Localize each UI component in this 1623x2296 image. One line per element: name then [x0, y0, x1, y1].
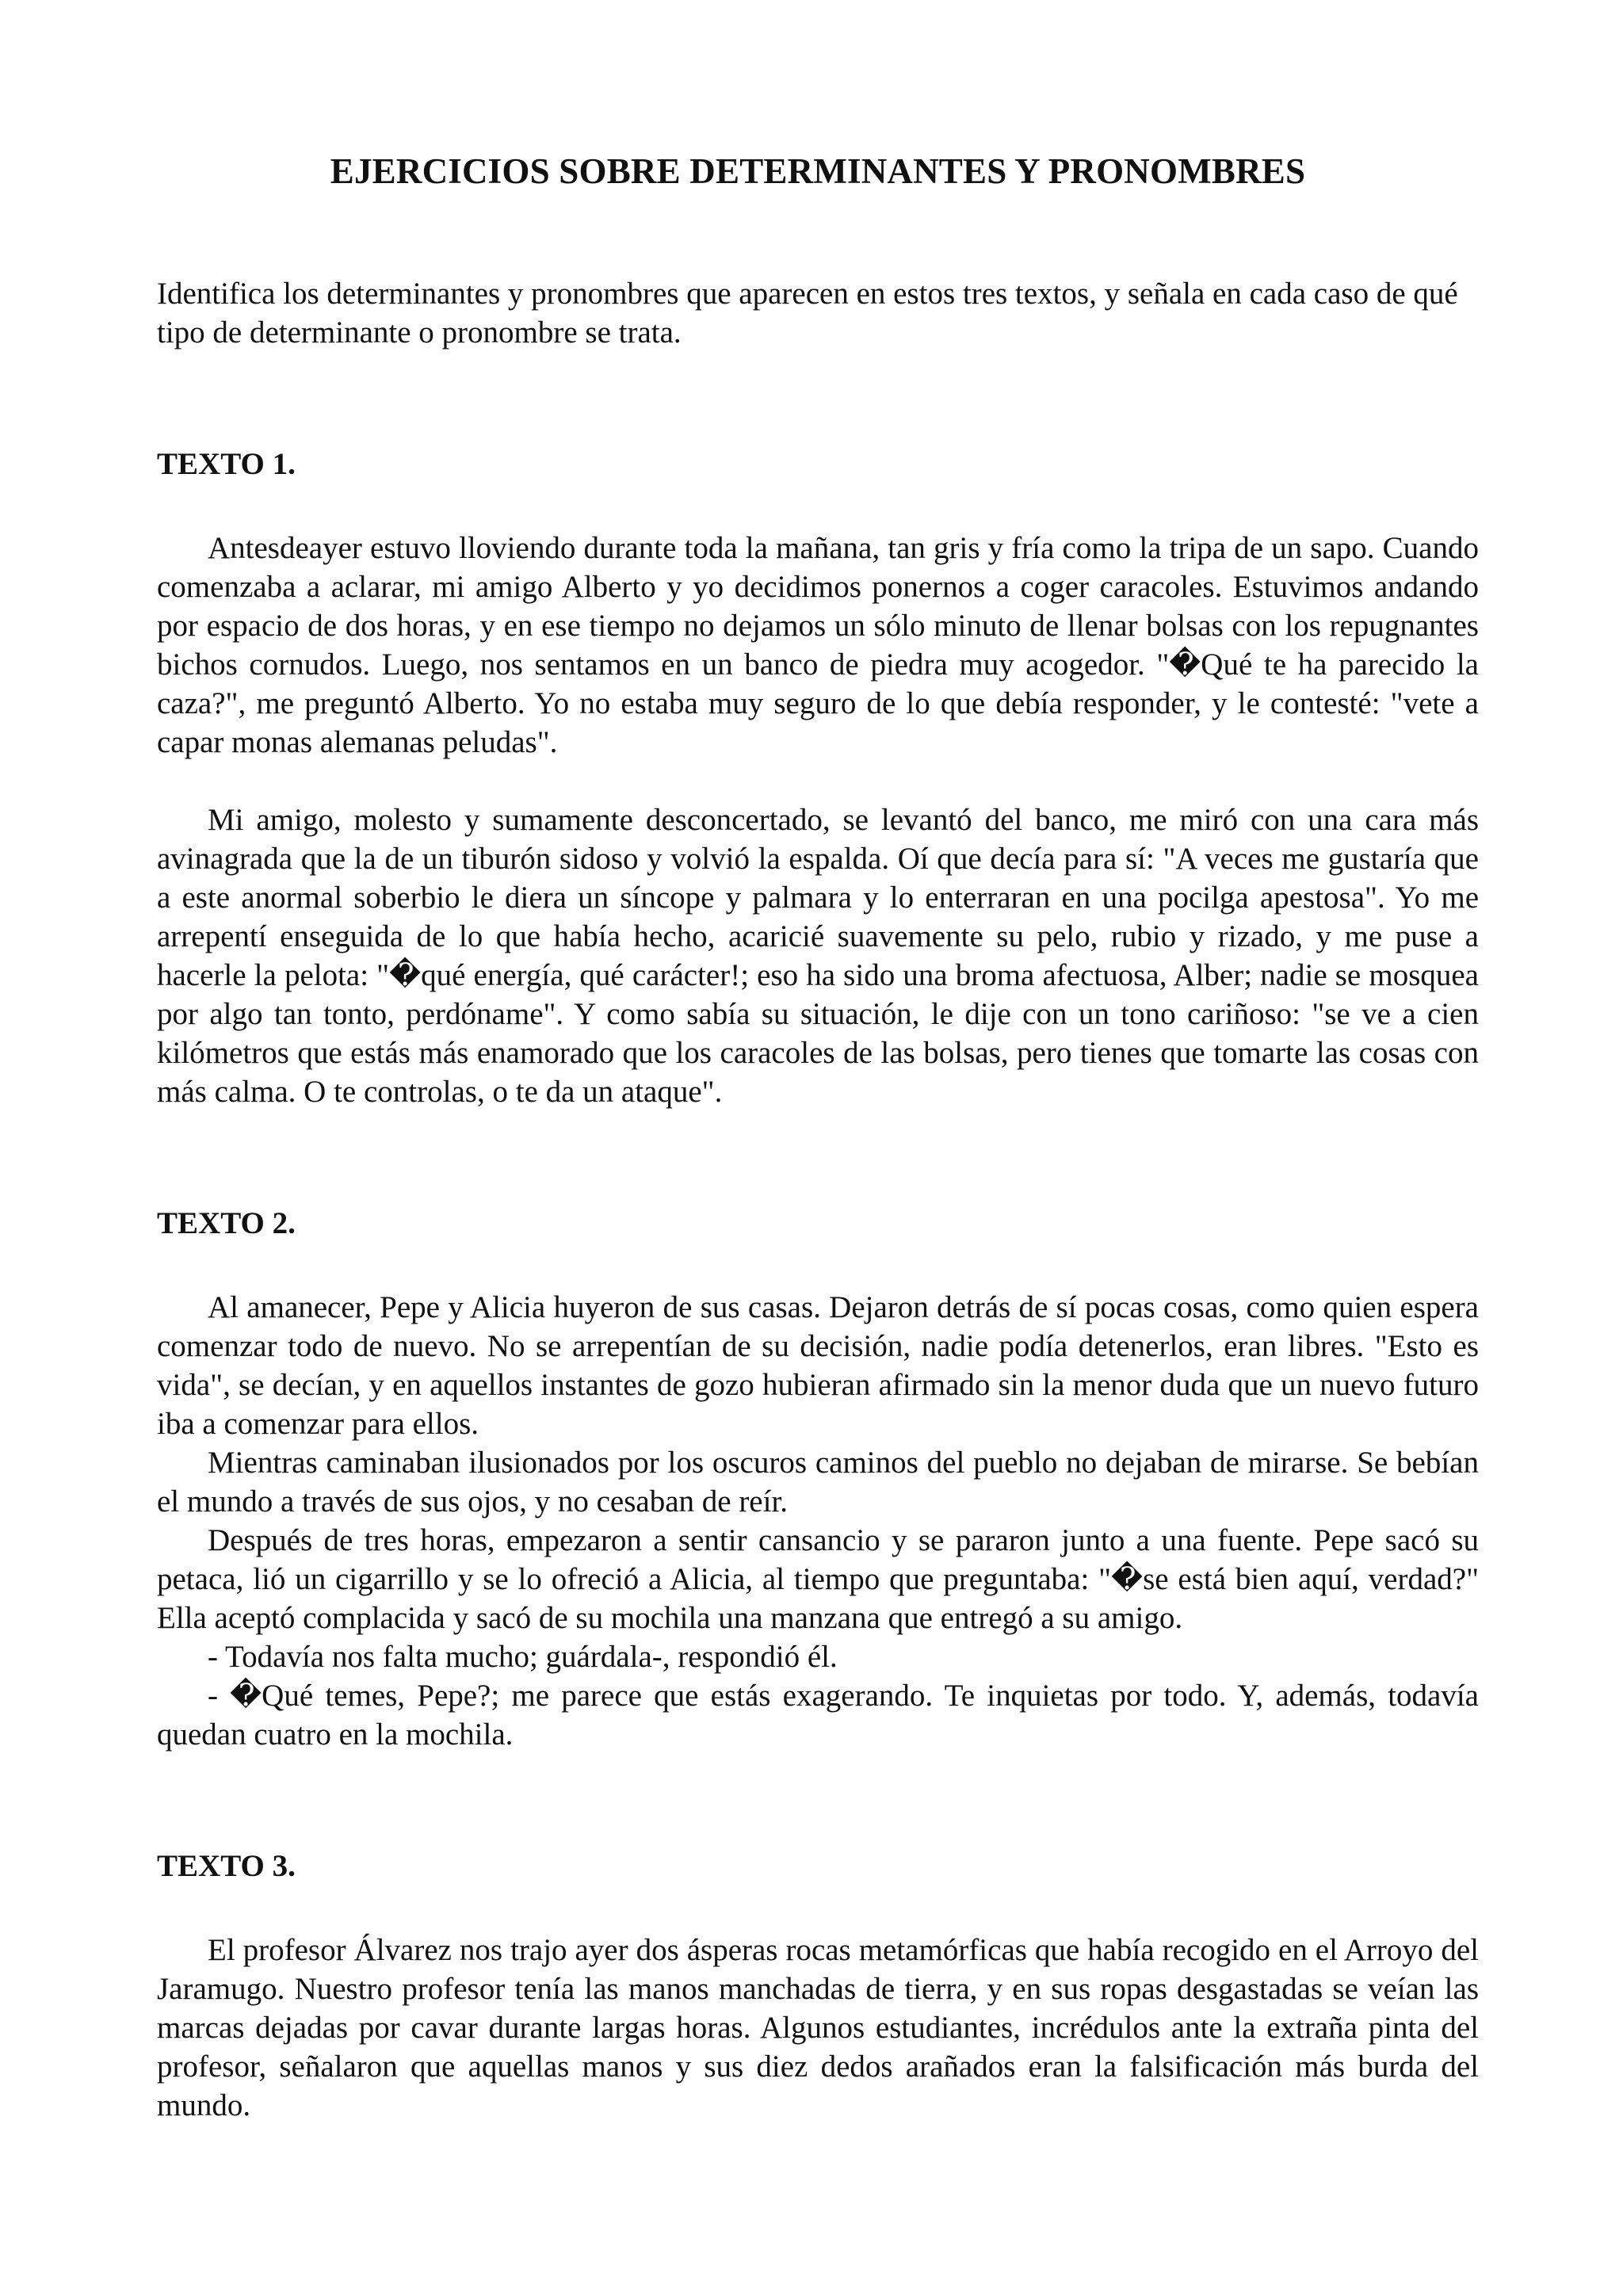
texto-1-paragraph-1: Antesdeayer estuvo lloviendo durante toda la mañana, tan gris y fría como la tripa de un sapo. Cuando comenzaba a aclarar, mi amigo Alberto y yo decidimos ponernos a coger caracoles. Estuvimos andando por espacio de dos horas, y en ese tiempo no dejamos un sólo minuto de llenar bolsas con los repugnantes bichos cornudos. Luego, nos sentamos en un banco de piedra muy acogedor. "�Qué te ha parecido la caza?", me preguntó Alberto. Yo no estaba muy seguro de lo que debía responder, y le contesté: "vete a capar monas alemanas peludas". [157, 531, 1479, 759]
texto-2-paragraph-2: Mientras caminaban ilusionados por los oscuros caminos del pueblo no dejaban de mirarse. Se bebían el mundo a través de sus ojos, y no cesaban de reír. [157, 1446, 1479, 1519]
texto-2-dialog-line-1: - Todavía nos falta mucho; guárdala-, respondió él. [208, 1640, 838, 1674]
document-page [157, 151, 1479, 2125]
document-title: EJERCICIOS SOBRE DETERMINANTES Y PRONOMBRES [330, 151, 1306, 191]
texto-1-heading: TEXTO 1. [157, 447, 296, 481]
texto-1-paragraph-2: Mi amigo, molesto y sumamente desconcertado, se levantó del banco, me miró con una cara más avinagrada que la de un tiburón sidoso y volvió la espalda. Oí que decía para sí: "A veces me gustaría que a este anormal soberbio le diera un síncope y palmara y lo enterraran en una pocilga apestosa". Yo me arrepentí enseguida de lo que había hecho, acaricié suavemente su pelo, rubio y rizado, y me puse a hacerle la pelota: "�qué energía, qué carácter!; eso ha sido una broma afectuosa, Alber; nadie se mosquea por algo tan tonto, perdóname". Y como sabía su situación, le dije con un tono cariñoso: "se ve a cien kilómetros que estás más enamorado que los caracoles de las bolsas, pero tienes que tomarte las cosas con más calma. O te controlas, o te da un ataque". [157, 803, 1479, 1109]
texto-2-section [157, 1204, 1479, 1754]
texto-3-paragraph-1: El profesor Álvarez nos trajo ayer dos ásperas rocas metamórficas que había recogido en el Arroyo del Jaramugo. Nuestro profesor tenía las manos manchadas de tierra, y en sus ropas desgastadas se veían las marcas dejadas por cavar durante largas horas. Algunos estudiantes, incrédulos ante la extraña pinta del profesor, señalaron que aquellas manos y sus diez dedos arañados eran la falsificación más burda del mundo. [157, 1933, 1479, 2122]
texto-3-section [157, 1847, 1479, 2125]
texto-3-heading: TEXTO 3. [157, 1849, 296, 1883]
instructions-paragraph: Identifica los determinantes y pronombres que aparecen en estos tres textos, y señala en cada caso de qué tipo de determinante o pronombre se trata. [157, 277, 1458, 350]
texto-2-paragraph-3: Después de tres horas, empezaron a sentir cansancio y se pararon junto a una fuente. Pepe sacó su petaca, lió un cigarrillo y se lo ofreció a Alicia, al tiempo que preguntaba: "�se está bien aquí, verdad?" Ella aceptó complacida y sacó de su mochila una manzana que entregó a su amigo. [157, 1523, 1479, 1635]
texto-1-section [157, 445, 1479, 1111]
texto-2-paragraph-1: Al amanecer, Pepe y Alicia huyeron de sus casas. Dejaron detrás de sí pocas cosas, como quien espera comenzar todo de nuevo. No se arrepentían de su decisión, nadie podía detenerlos, eran libres. "Esto es vida", se decían, y en aquellos instantes de gozo hubieran afirmado sin la menor duda que un nuevo futuro iba a comenzar para ellos. [157, 1290, 1479, 1441]
texto-2-dialog-line-2: - �Qué temes, Pepe?; me parece que estás exagerando. Te inquietas por todo. Y, además, todavía quedan cuatro en la mochila. [157, 1679, 1479, 1752]
texto-2-heading: TEXTO 2. [157, 1206, 296, 1240]
